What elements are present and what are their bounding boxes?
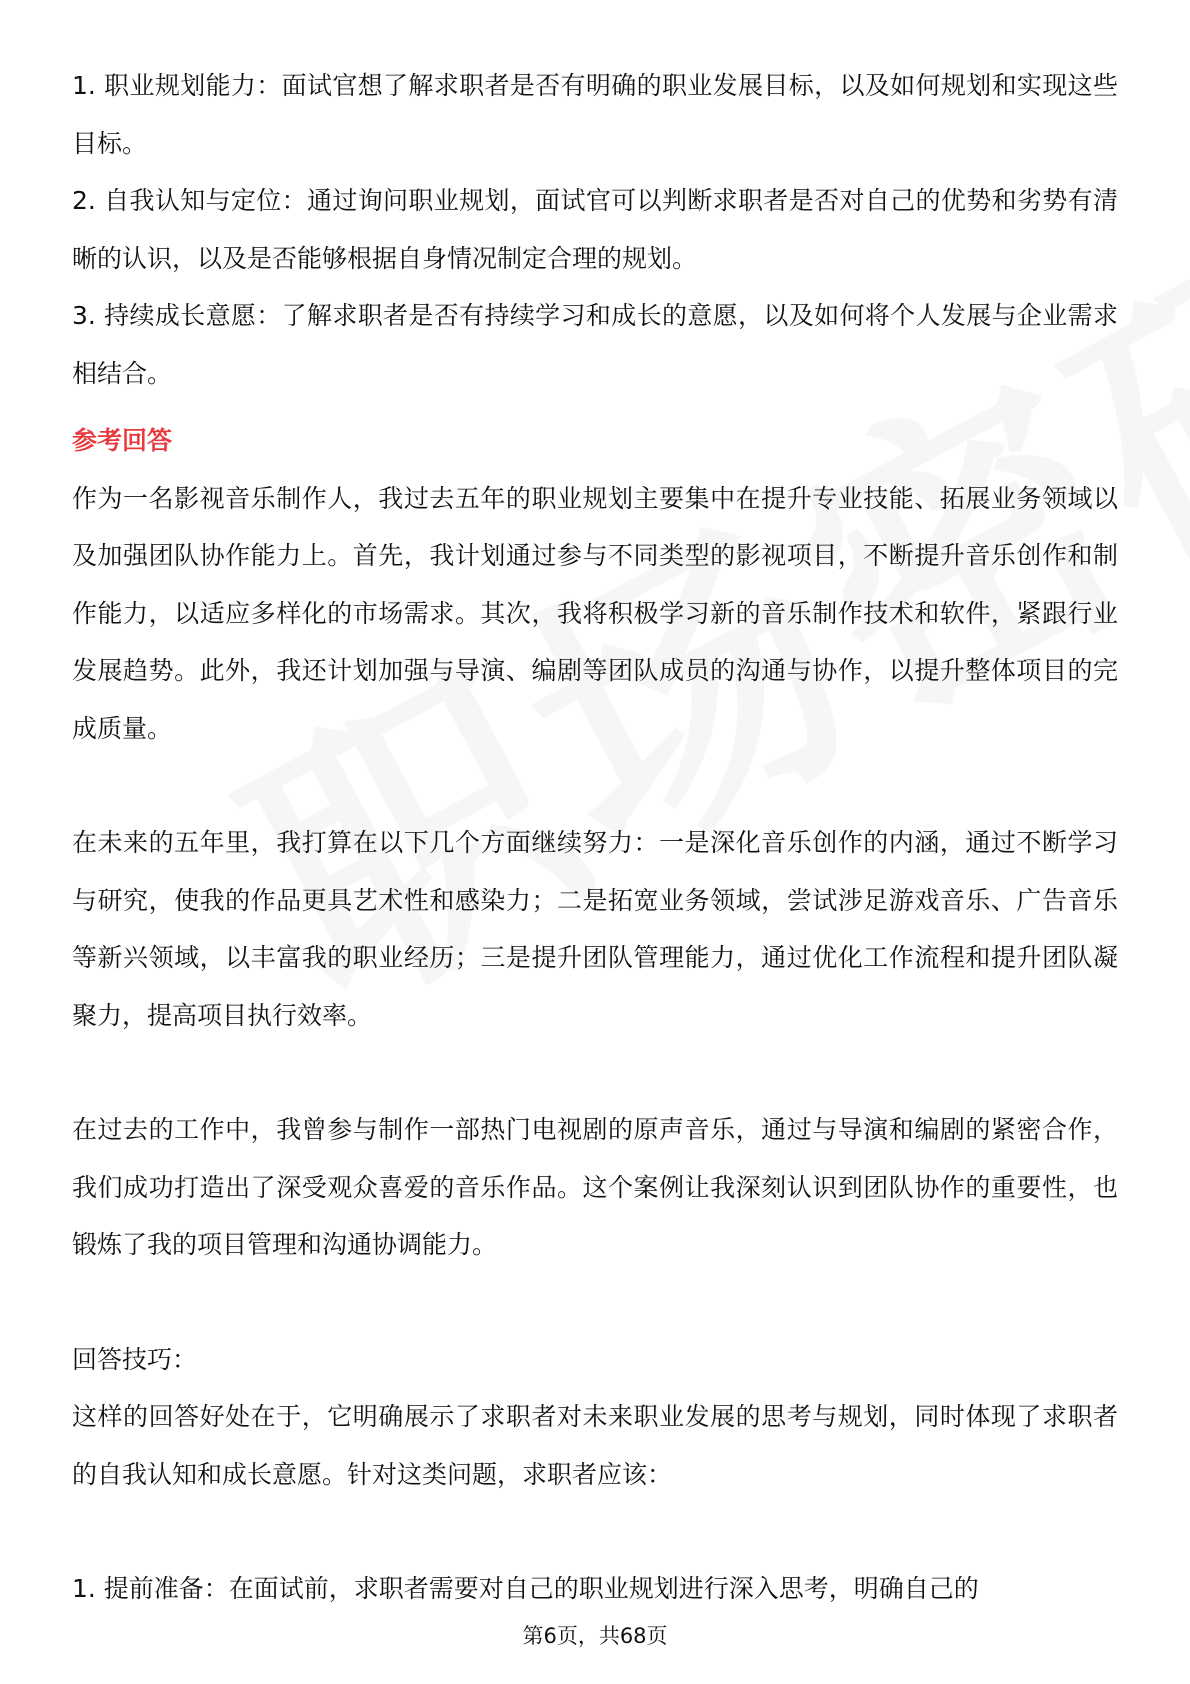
answer-paragraph: 作为一名影视音乐制作人，我过去五年的职业规划主要集中在提升专业技能、拓展业务领域以及加强团队协作能力上。首先，我计划通过参与不同类型的影视项目，不断提升音乐创作和制作能力，以适应多样化的市场需求。其次，我将积极学习新的音乐制作技术和软件，紧跟行业发展趋势。此外，我还计划加强与导演、编剧等团队成员的沟通与协作，以提升整体项目的完成质量。 <box>72 483 1118 743</box>
document-page <box>72 57 1118 1618</box>
tips-intro: 这样的回答好处在于，它明确展示了求职者对未来职业发展的思考与规划，同时体现了求职者的自我认知和成长意愿。针对这类问题，求职者应该： <box>72 1402 1118 1489</box>
spacer <box>72 402 1118 412</box>
list-item: 1. 提前准备：在面试前，求职者需要对自己的职业规划进行深入思考，明确自己的 <box>72 1574 979 1603</box>
tips-label: 回答技巧： <box>72 1344 198 1374</box>
list-item: 2. 自我认知与定位：通过询问职业规划，面试官可以判断求职者是否对自己的优势和劣势有清晰的认识，以及是否能够根据自身情况制定合理的规划。 <box>72 186 1118 273</box>
spacer <box>72 1274 1118 1331</box>
list-item: 1. 职业规划能力：面试官想了解求职者是否有明确的职业发展目标，以及如何规划和实现这些目标。 <box>72 71 1118 158</box>
answer-paragraph: 在过去的工作中，我曾参与制作一部热门电视剧的原声音乐，通过与导演和编剧的紧密合作，我们成功打造出了深受观众喜爱的音乐作品。这个案例让我深刻认识到团队协作的重要性，也锻炼了我的项目管理和沟通协调能力。 <box>72 1115 1118 1259</box>
section-heading: 参考回答 <box>72 426 173 455</box>
list-item: 3. 持续成长意愿：了解求职者是否有持续学习和成长的意愿，以及如何将个人发展与企业需求相结合。 <box>72 301 1118 388</box>
answer-paragraph: 在未来的五年里，我打算在以下几个方面继续努力：一是深化音乐创作的内涵，通过不断学习与研究，使我的作品更具艺术性和感染力；二是拓宽业务领域，尝试涉足游戏音乐、广告音乐等新兴领域，以丰富我的职业经历；三是提升团队管理能力，通过优化工作流程和提升团队凝聚力，提高项目执行效率。 <box>72 828 1118 1030</box>
page-number: 第6页，共68页 <box>522 1624 668 1648</box>
spacer <box>72 1503 1118 1560</box>
spacer <box>72 757 1118 814</box>
spacer <box>72 1044 1118 1101</box>
